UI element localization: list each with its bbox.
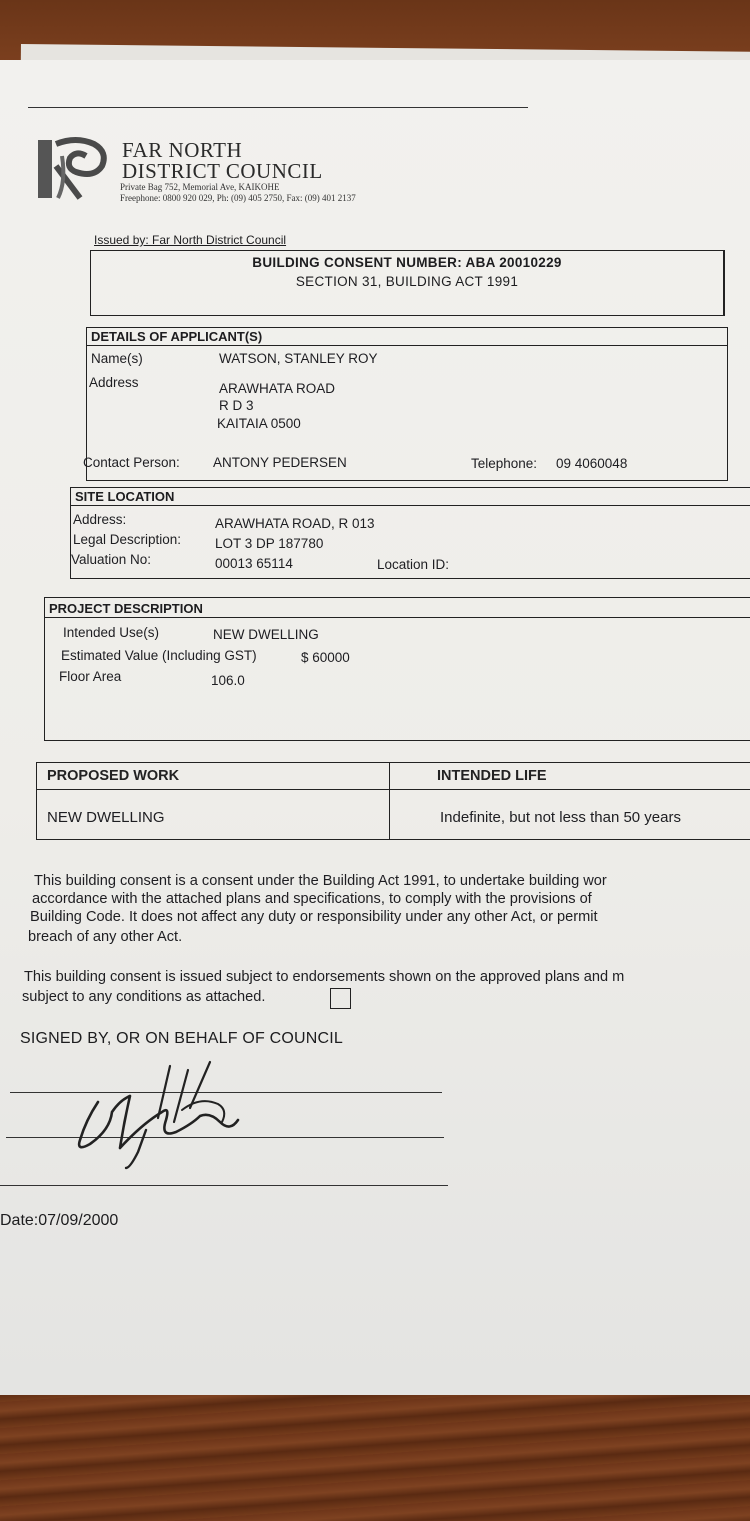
consent-statement-line-1: This building consent is a consent under the Building Act 1991, to undertake building wor	[34, 873, 607, 889]
estimated-value-value: $ 60000	[301, 650, 350, 665]
applicant-heading: DETAILS OF APPLICANT(S)	[87, 328, 727, 346]
consent-number: BUILDING CONSENT NUMBER: ABA 20010229	[252, 255, 562, 270]
proposed-work-header: PROPOSED WORK	[47, 768, 180, 784]
consent-date: Date:07/09/2000	[0, 1212, 119, 1229]
site-location-section	[70, 487, 750, 579]
council-name	[122, 140, 323, 182]
consent-document	[0, 60, 750, 1395]
handwritten-signature	[50, 1060, 250, 1170]
conditions-statement-line-2: subject to any conditions as attached.	[22, 989, 266, 1005]
consent-statement-line-2: accordance with the attached plans and specifications, to comply with the provisions of	[32, 891, 592, 907]
intended-use-label: Intended Use(s)	[63, 625, 160, 640]
address-line-1: ARAWHATA ROAD	[219, 381, 336, 396]
telephone-label: Telephone:	[471, 456, 538, 471]
consent-statement-line-3: Building Code. It does not affect any duty or responsibility under any other Act, or permit	[30, 909, 598, 925]
council-phones: Freephone: 0800 920 029, Ph: (09) 405 2750, Fax: (09) 401 2137	[120, 193, 356, 203]
conditions-statement-line-1: This building consent is issued subject to endorsements shown on the approved plans and m	[24, 969, 625, 985]
conditions-attached-checkbox[interactable]	[330, 988, 351, 1009]
intended-life-value: Indefinite, but not less than 50 years	[440, 809, 681, 826]
proposed-work-table	[36, 762, 750, 840]
consent-statement-line-4: breach of any other Act.	[28, 929, 183, 945]
signed-by-label: SIGNED BY, OR ON BEHALF OF COUNCIL	[20, 1030, 344, 1047]
legal-description-label: Legal Description:	[73, 532, 182, 547]
top-rule	[28, 107, 528, 108]
valuation-label: Valuation No:	[71, 552, 152, 567]
project-description-section	[44, 597, 750, 741]
estimated-value-label: Estimated Value (Including GST)	[61, 648, 257, 663]
site-heading: SITE LOCATION	[71, 488, 750, 506]
applicant-section	[83, 327, 728, 481]
address-line-3: KAITAIA 0500	[217, 416, 301, 431]
name-value: WATSON, STANLEY ROY	[219, 351, 378, 366]
address-label: Address	[89, 375, 139, 390]
site-address-value: ARAWHATA ROAD, R 013	[215, 516, 375, 531]
contact-value: ANTONY PEDERSEN	[213, 455, 347, 470]
name-label: Name(s)	[91, 351, 143, 366]
council-name-line1: FAR NORTH	[122, 138, 243, 162]
valuation-value: 00013 65114	[215, 556, 293, 571]
consent-number-box	[90, 250, 725, 316]
site-address-label: Address:	[73, 512, 127, 527]
signature-line-3	[0, 1185, 448, 1186]
telephone-value: 09 4060048	[556, 456, 628, 471]
floor-area-value: 106.0	[211, 673, 245, 688]
council-contact	[120, 182, 356, 204]
project-heading: PROJECT DESCRIPTION	[45, 598, 750, 618]
council-name-line2: DISTRICT COUNCIL	[122, 159, 323, 183]
floor-area-label: Floor Area	[59, 669, 122, 684]
intended-life-header: INTENDED LIFE	[437, 768, 547, 784]
council-address: Private Bag 752, Memorial Ave, KAIKOHE	[120, 182, 280, 192]
location-id-label: Location ID:	[377, 557, 450, 572]
legal-description-value: LOT 3 DP 187780	[215, 536, 324, 551]
consent-section: SECTION 31, BUILDING ACT 1991	[295, 274, 519, 289]
contact-label: Contact Person:	[83, 455, 180, 470]
issued-by: Issued by: Far North District Council	[94, 233, 287, 247]
address-line-2: R D 3	[219, 398, 254, 413]
proposed-work-value: NEW DWELLING	[47, 809, 165, 826]
intended-use-value: NEW DWELLING	[213, 627, 319, 642]
council-logo-icon	[36, 136, 112, 202]
